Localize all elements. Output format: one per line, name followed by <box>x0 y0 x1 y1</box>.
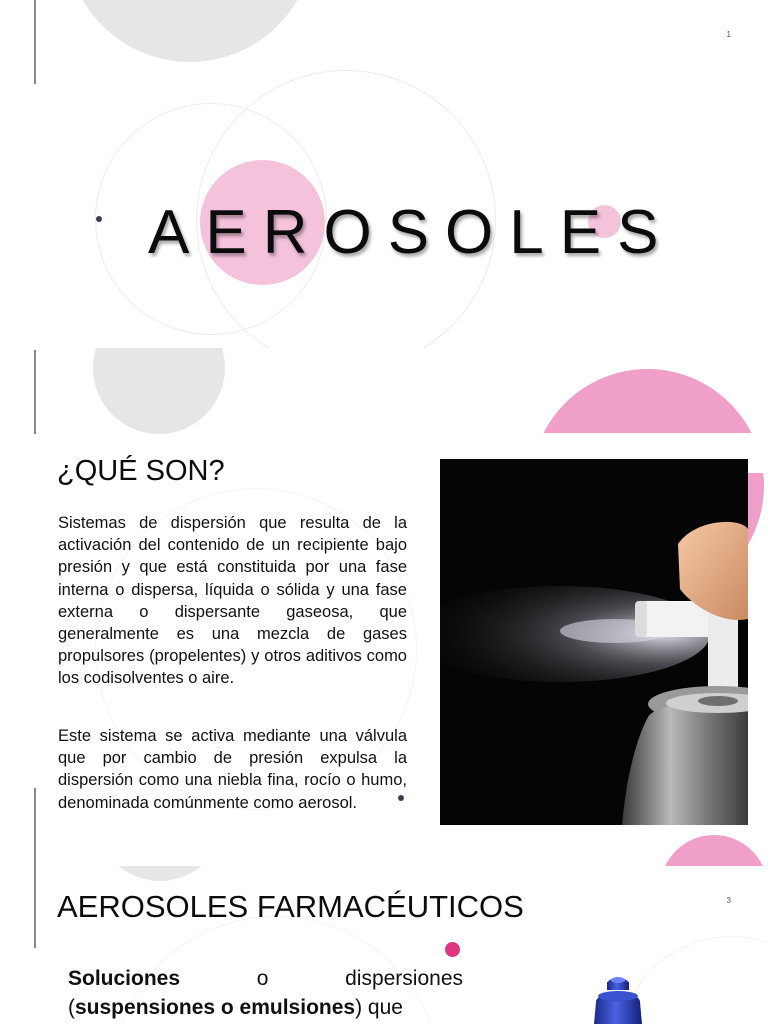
slide-accent-line <box>34 866 36 948</box>
term-soluciones: Soluciones <box>68 967 181 990</box>
section-heading: AEROSOLES FARMACÉUTICOS <box>57 889 524 924</box>
aerosol-spray-photo <box>440 459 748 825</box>
pharma-description <box>68 964 463 1022</box>
slide-accent-line <box>34 350 36 438</box>
text-connector: ) que <box>355 996 403 1019</box>
slide-accent-line <box>34 0 36 84</box>
definition-paragraph: Sistemas de dispersión que resulta de la activación del contenido de un recipiente bajo presión y que está constituida por una fase interna o dispersa, líquida o sólida y una fase externa o dispersante gaseosa, que generalmente es una mezcla de gases propulsores (propelentes) y otros aditivos como los codisolventes o aire. <box>58 514 407 688</box>
grey-circle-top <box>66 0 314 62</box>
term-suspensiones: suspensiones o emulsiones <box>75 996 356 1019</box>
page-number: 1 <box>726 30 731 39</box>
magenta-dot <box>445 942 460 957</box>
section-heading: ¿QUÉ SON? <box>57 455 225 487</box>
slide-accent-line-lower <box>34 788 36 866</box>
inhaler-can-icon <box>590 974 650 1024</box>
navy-dot <box>398 795 404 801</box>
pink-half-circle-bottom <box>660 835 768 866</box>
slide-title: AEROSOLES <box>148 198 675 267</box>
grey-half-circle <box>93 348 225 434</box>
slide-pharmaceutical <box>0 866 768 1024</box>
navy-dot <box>96 216 102 222</box>
grey-half-circle <box>95 866 225 881</box>
slide-what-are-they <box>0 348 768 866</box>
slide-title <box>0 0 768 348</box>
page-number: 3 <box>726 896 731 905</box>
text-connector: o dispersiones ( <box>68 967 463 1019</box>
activation-paragraph: Este sistema se activa mediante una válvula que por cambio de presión expulsa la dispersión como una niebla fina, rocío o humo, denominada comúnmente como aerosol. <box>58 727 407 812</box>
